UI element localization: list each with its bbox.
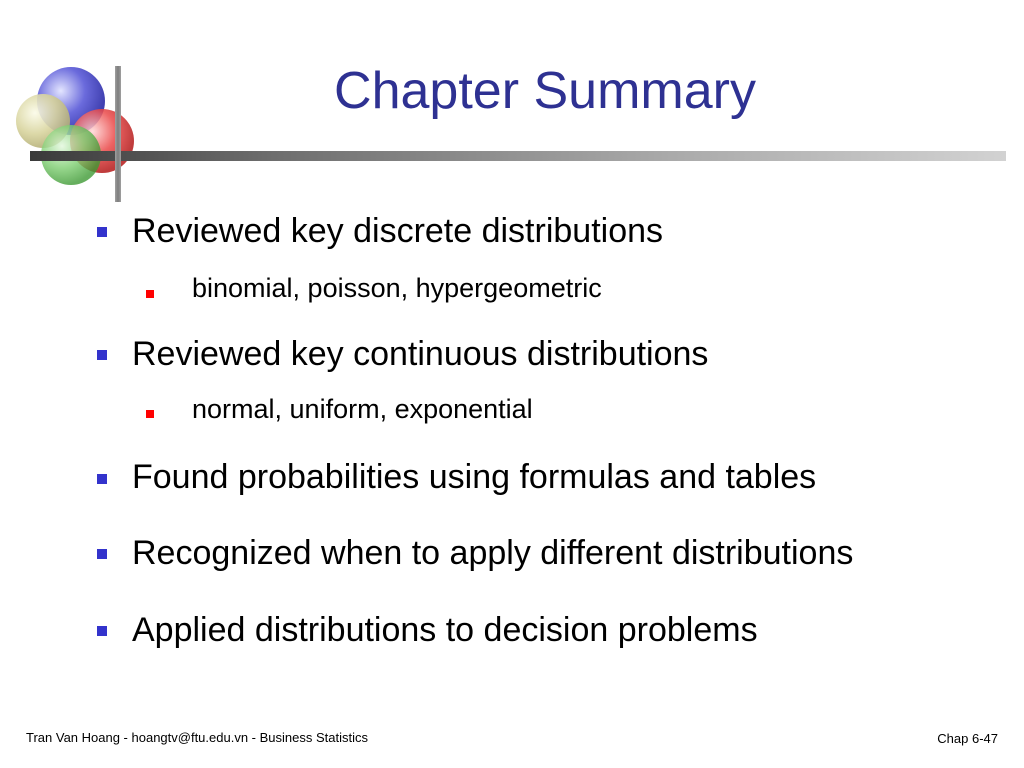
sub-bullet-item: binomial, poisson, hypergeometric [192,273,602,303]
bullet-item: Reviewed key continuous distributions [132,335,709,373]
bullet-square-icon [97,626,107,636]
bullet-square-icon [97,227,107,237]
bullet-item: Recognized when to apply different distributions [132,534,854,572]
footer-author: Tran Van Hoang - hoangtv@ftu.edu.vn - Business Statistics [26,730,368,745]
bullet-square-icon [97,350,107,360]
bullet-item: Applied distributions to decision problems [132,611,758,649]
bullet-item: Found probabilities using formulas and tables [132,458,817,496]
footer-page-number: Chap 6-47 [937,731,998,746]
bullet-square-icon [97,474,107,484]
bullet-square-icon [97,549,107,559]
sub-bullet-square-icon [146,290,154,298]
bullet-item: Reviewed key discrete distributions [132,212,664,250]
title-underline-rule [30,151,1006,161]
sub-bullet-square-icon [146,410,154,418]
slide-title: Chapter Summary [334,62,756,120]
sub-bullet-item: normal, uniform, exponential [192,394,533,424]
